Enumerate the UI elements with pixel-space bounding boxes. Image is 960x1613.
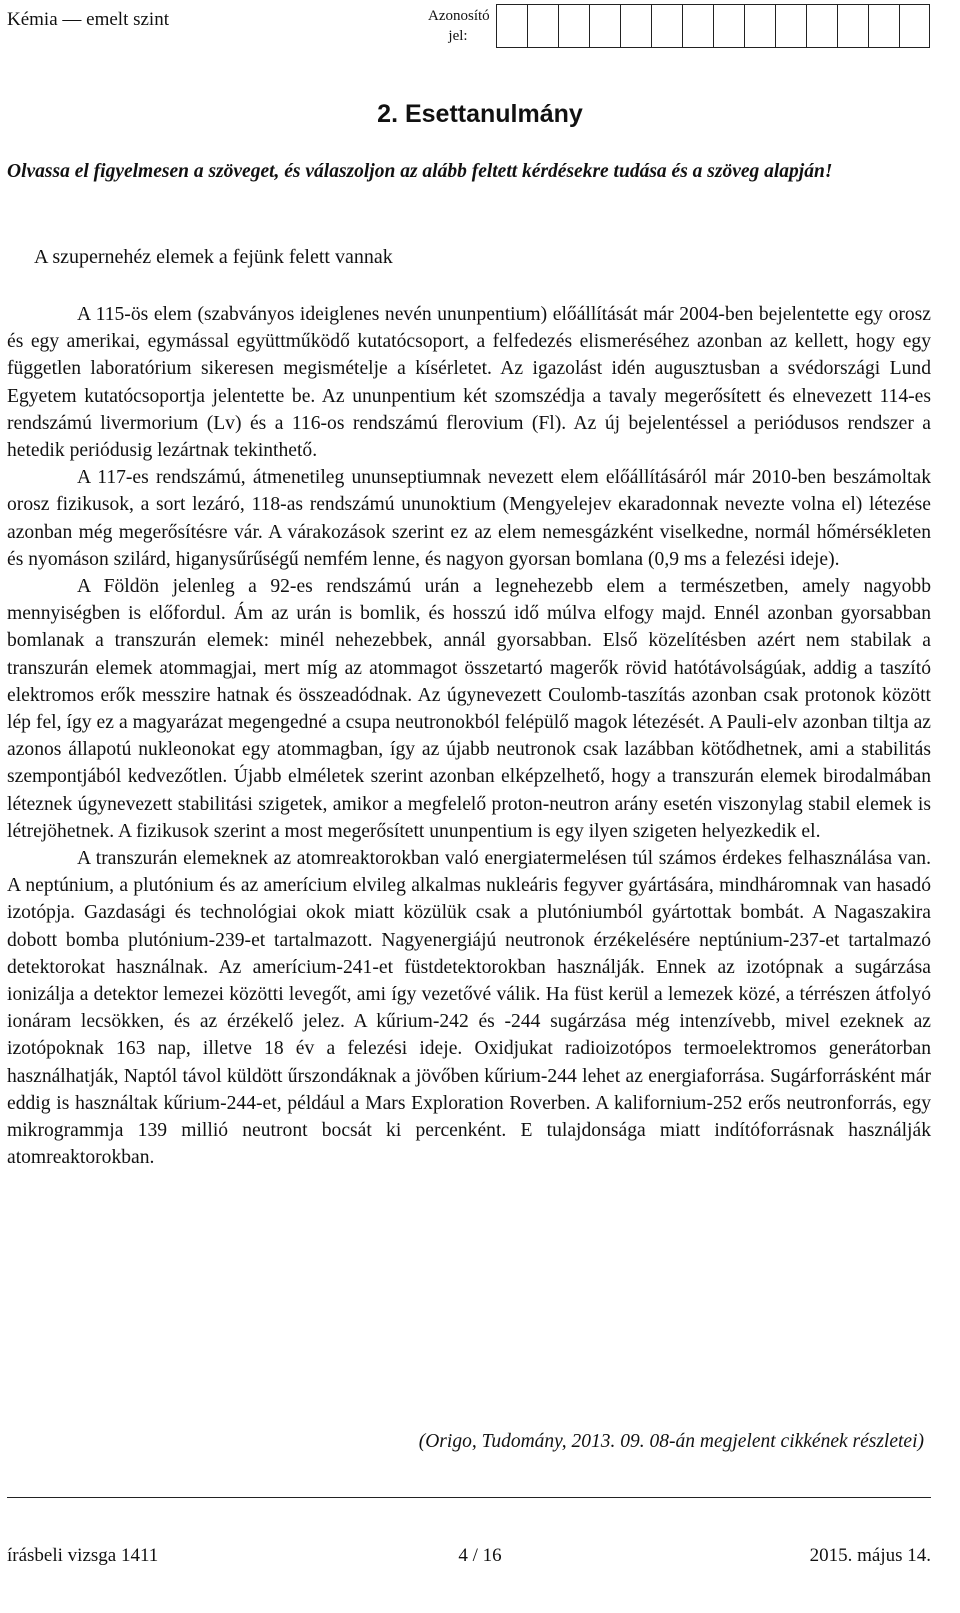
id-box[interactable]: [496, 4, 527, 48]
id-box[interactable]: [868, 4, 899, 48]
page-header: [0, 0, 960, 48]
id-box[interactable]: [620, 4, 651, 48]
id-label: [428, 6, 488, 46]
id-box[interactable]: [682, 4, 713, 48]
source-citation: (Origo, Tudomány, 2013. 09. 08-án megjelent cikkének részletei): [418, 1431, 924, 1452]
page-number: 4 / 16: [458, 1545, 502, 1566]
id-box[interactable]: [713, 4, 744, 48]
id-boxes[interactable]: [496, 4, 930, 48]
id-box[interactable]: [589, 4, 620, 48]
id-box[interactable]: [837, 4, 868, 48]
exam-code: írásbeli vizsga 1411: [7, 1545, 159, 1566]
section-title: 2. Esettanulmány: [377, 100, 583, 128]
id-box[interactable]: [744, 4, 775, 48]
id-box[interactable]: [527, 4, 558, 48]
article-title: A szupernehéz elemek a fejünk felett vannak: [34, 246, 393, 268]
id-label-line1: Azonosító: [428, 8, 490, 24]
id-box[interactable]: [558, 4, 589, 48]
subject-label: Kémia — emelt szint: [7, 9, 169, 30]
paragraph: A 115-ös elem (szabványos ideiglenes nevén ununpentium) előállítását már 2004-ben bejelentette egy orosz és egy amerikai, egymással együttműködő kutatócsoport, a felfedezés elismeréséhez azonban az kellett, hogy egy független laboratórium sikeresen megismételje a kísérletet. Az igazolást idén augusztusban a svédországi Lund Egyetem kutatócsoportja jelentette be. Az ununpentium két szomszédja a tavaly megerősített és elnevezett 114-es rendszámú livermorium (Lv) és a 116-os rendszámú flerovium (Fl). Az új bejelentéssel a periódusos rendszer a hetedik periódusig lezártnak tekinthető.: [7, 304, 931, 462]
paragraph: A 117-es rendszámú, átmenetileg ununseptiumnak nevezett elem előállításáról már 2010-ben beszámoltak orosz fizikusok, a sort lezáró, 118-as rendszámú ununoktium (Mengyelejev ekaradonnak nevezte volna el) létezése azonban még megerősítésre vár. A várakozások szerint ez az elem nemesgázként viselkedne, normál hőmérsékleten és nyomáson szilárd, higanysűrűségű nemfém lenne, és nagyon gyorsan bomlana (0,9 ms a felezési ideje).: [7, 467, 931, 570]
id-box[interactable]: [899, 4, 930, 48]
id-box[interactable]: [651, 4, 682, 48]
id-label-line2: jel:: [448, 28, 468, 44]
article-body: [7, 301, 931, 1172]
paragraph: A transzurán elemeknek az atomreaktorokban való energiatermelésen túl számos érdekes felhasználása van. A neptúnium, a plutónium és az amerícium elvileg alkalmas nukleáris fegyver gyártására, mindháromnak van hasadó izotópja. Gazdasági és technológiai okok miatt közülük csak a plutóniumból gyártottak bombát. A Nagaszakira dobott bomba plutónium-239-et tartalmazott. Nagyenergiájú neutronok érzékelésére neptúnium-237-et tartalmazó detektorokat használnak. Az amerícium-241-et füstdetektorokban használják. Ennek az izotópnak a sugárzása ionizálja a detektor lemezei közötti levegőt, ami így vezetővé válik. Ha füst kerül a lemezek közé, a térrészen átfolyó ionáram lecsökken, és az érzékelő jelez. A kűrium-242 és -244 sugárzása még intenzívebb, mivel ezeknek az izotópoknak 163 nap, illetve 18 év a felezési ideje. Oxidjukat radioizotópos termoelektromos generátorban használhatják, Naptól távol küldött űrszondáknak a jövőben kűrium-244 lehet az energiaforrása. Sugárforrásként már eddig is használtak kűrium-244-et, például a Mars Exploration Roverben. A kalifornium-252 erős neutronforrás, egy mikrogrammja 139 millió neutront bocsát ki percenként. E tulajdonsága miatt indítóforrásnak használják atomreaktorokban.: [7, 848, 931, 1169]
footer-divider: [7, 1497, 931, 1498]
exam-date: 2015. május 14.: [809, 1545, 931, 1566]
paragraph: A Földön jelenleg a 92-es rendszámú urán a legnehezebb elem a természetben, amely nagyobb mennyiségben is előfordul. Ám az urán is bomlik, és hosszú idő múlva elfogy majd. Ennél azonban gyorsabban bomlanak a transzurán elemek: minél nehezebbek, annál gyorsabban. Első közelítésben azért nem stabilak a transzurán elemek atommagjai, mert míg az atommagot összetartó magerők rövid hatótávolságúak, addig a taszító elektromos erők messzire hatnak és összeadódnak. Az úgynevezett Coulomb-taszítás azonban csak protonok között lép fel, így ez a magyarázat megengedné a csupa neutronokból felépülő magok létezését. A Pauli-elv azonban tiltja az azonos állapotú nukleonokat egy atommagban, így az újabb neutronok csak lazábban kötődhetnek, ami a stabilitás szempontjából kedvezőtlen. Újabb elméletek szerint azonban elképzelhető, hogy a transzurán elemek birodalmában léteznek úgynevezett stabilitási szigetek, amikor a megfelelő proton-neutron arány esetén viszonylag stabil elemek is létrejöhetnek. A fizikusok szerint a most megerősített ununpentium is egy ilyen szigeten helyezkedik el.: [7, 576, 931, 842]
instruction-text: Olvassa el figyelmesen a szöveget, és válaszoljon az alább feltett kérdésekre tudása és a szöveg alapján!: [7, 161, 833, 182]
id-box[interactable]: [775, 4, 806, 48]
id-box[interactable]: [806, 4, 837, 48]
